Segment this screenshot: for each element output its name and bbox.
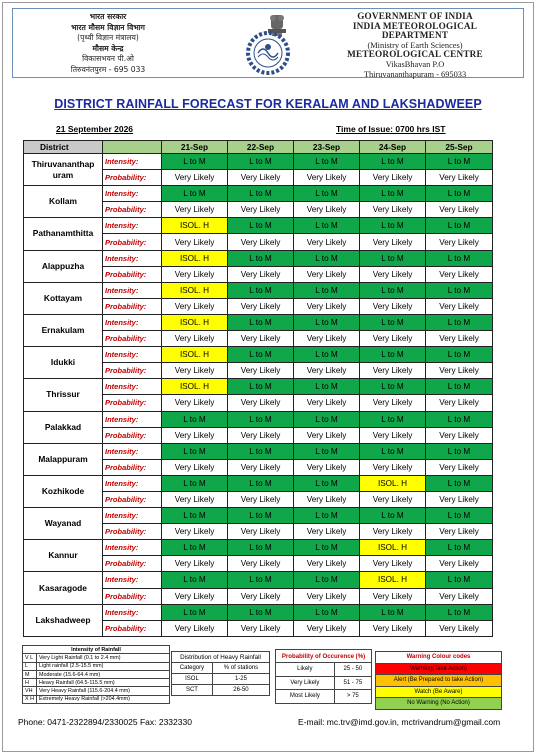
intensity-desc: Heavy Rainfall (64.5-115.5 mm) xyxy=(37,679,170,687)
probability-cell: Very Likely xyxy=(162,266,228,282)
column-header-blank xyxy=(103,141,162,154)
intensity-code: V L xyxy=(23,654,37,662)
probability-legend-row xyxy=(276,663,372,677)
probability-cell: Very Likely xyxy=(426,491,493,507)
probability-legend-row xyxy=(276,676,372,690)
intensity-cell: L to M xyxy=(360,347,426,363)
probability-cell: Very Likely xyxy=(162,491,228,507)
probability-cell: Very Likely xyxy=(294,266,360,282)
probability-label: Probability: xyxy=(103,459,162,475)
probability-label: Probability: xyxy=(103,266,162,282)
probability-cell: Very Likely xyxy=(162,202,228,218)
intensity-label: Intensity: xyxy=(103,572,162,588)
probability-cell: Very Likely xyxy=(426,459,493,475)
probability-label: Probability: xyxy=(103,427,162,443)
english-line: (Ministry of Earth Sciences) xyxy=(367,40,463,50)
intensity-cell: L to M xyxy=(228,411,294,427)
probability-cell: Very Likely xyxy=(426,298,493,314)
table-row xyxy=(24,347,493,363)
probability-cell: Very Likely xyxy=(360,588,426,604)
intensity-label: Intensity: xyxy=(103,186,162,202)
probability-cell: Very Likely xyxy=(360,395,426,411)
intensity-cell: L to M xyxy=(360,379,426,395)
probability-cell: Very Likely xyxy=(294,395,360,411)
intensity-cell: ISOL. H xyxy=(162,379,228,395)
probability-label: Probability: xyxy=(103,588,162,604)
intensity-cell: L to M xyxy=(360,508,426,524)
intensity-cell: ISOL. H xyxy=(162,250,228,266)
probability-cell: Very Likely xyxy=(228,170,294,186)
intensity-label: Intensity: xyxy=(103,411,162,427)
probability-legend-label: Most Likely xyxy=(276,690,335,704)
probability-cell: Very Likely xyxy=(228,266,294,282)
intensity-cell: L to M xyxy=(162,604,228,620)
letterhead-english xyxy=(315,12,515,79)
intensity-cell: L to M xyxy=(294,572,360,588)
probability-cell: Very Likely xyxy=(228,395,294,411)
intensity-cell: L to M xyxy=(426,379,493,395)
intensity-cell: L to M xyxy=(426,218,493,234)
probability-cell: Very Likely xyxy=(360,620,426,636)
intensity-legend-title: Intensity of Rainfall xyxy=(23,646,170,654)
column-header-day: 25-Sep xyxy=(426,141,493,154)
intensity-legend-row xyxy=(23,679,170,687)
probability-cell: Very Likely xyxy=(162,524,228,540)
district-name: Lakshadweep xyxy=(24,604,103,636)
intensity-label: Intensity: xyxy=(103,508,162,524)
intensity-cell: L to M xyxy=(426,475,493,491)
distribution-legend-row xyxy=(172,674,270,685)
intensity-cell: L to M xyxy=(426,508,493,524)
probability-label: Probability: xyxy=(103,491,162,507)
intensity-cell: L to M xyxy=(294,411,360,427)
district-name: Kasaragode xyxy=(24,572,103,604)
probability-cell: Very Likely xyxy=(294,298,360,314)
intensity-cell: L to M xyxy=(426,250,493,266)
warning-legend-row xyxy=(376,698,502,710)
probability-label: Probability: xyxy=(103,234,162,250)
probability-cell: Very Likely xyxy=(426,234,493,250)
intensity-desc: Moderate (15.6-64.4 mm) xyxy=(37,670,170,678)
warning-legend-row xyxy=(376,675,502,687)
intensity-label: Intensity: xyxy=(103,443,162,459)
table-row xyxy=(24,508,493,524)
page-title: DISTRICT RAINFALL FORECAST FOR KERALAM AND LAKSHADWEEP xyxy=(54,97,482,111)
intensity-cell: L to M xyxy=(426,443,493,459)
table-row xyxy=(24,540,493,556)
probability-cell: Very Likely xyxy=(162,588,228,604)
probability-cell: Very Likely xyxy=(360,556,426,572)
probability-cell: Very Likely xyxy=(228,202,294,218)
intensity-desc: Very Heavy Rainfall (115.6-204.4 mm) xyxy=(37,687,170,695)
intensity-cell: L to M xyxy=(162,540,228,556)
table-row xyxy=(24,379,493,395)
probability-cell: Very Likely xyxy=(294,491,360,507)
intensity-cell: L to M xyxy=(162,411,228,427)
intensity-legend-row xyxy=(23,670,170,678)
intensity-cell: L to M xyxy=(426,604,493,620)
intensity-cell: L to M xyxy=(294,314,360,330)
intensity-cell: L to M xyxy=(294,604,360,620)
district-name: Thrissur xyxy=(24,379,103,411)
probability-cell: Very Likely xyxy=(162,331,228,347)
probability-cell: Very Likely xyxy=(228,556,294,572)
probability-cell: Very Likely xyxy=(360,491,426,507)
district-name: Thiruvananthap uram xyxy=(24,154,103,186)
intensity-cell: L to M xyxy=(294,475,360,491)
probability-cell: Very Likely xyxy=(162,298,228,314)
intensity-cell: ISOL. H xyxy=(162,218,228,234)
district-name: Ernakulam xyxy=(24,314,103,346)
probability-cell: Very Likely xyxy=(162,395,228,411)
table-row xyxy=(24,314,493,330)
probability-legend-range: > 75 xyxy=(334,690,371,704)
probability-label: Probability: xyxy=(103,331,162,347)
intensity-cell: L to M xyxy=(426,540,493,556)
table-row xyxy=(24,443,493,459)
probability-cell: Very Likely xyxy=(294,234,360,250)
intensity-cell: L to M xyxy=(294,379,360,395)
probability-cell: Very Likely xyxy=(228,298,294,314)
probability-legend xyxy=(275,649,372,704)
intensity-legend-row xyxy=(23,654,170,662)
intensity-cell: L to M xyxy=(294,186,360,202)
distribution-category: ISOL xyxy=(172,674,213,685)
probability-cell: Very Likely xyxy=(426,202,493,218)
intensity-cell: L to M xyxy=(360,250,426,266)
probability-cell: Very Likely xyxy=(162,234,228,250)
district-name: Pathanamthitta xyxy=(24,218,103,250)
probability-cell: Very Likely xyxy=(426,363,493,379)
intensity-cell: L to M xyxy=(426,572,493,588)
probability-cell: Very Likely xyxy=(360,363,426,379)
probability-cell: Very Likely xyxy=(162,170,228,186)
probability-cell: Very Likely xyxy=(294,524,360,540)
table-header-row xyxy=(24,141,493,154)
intensity-cell: L to M xyxy=(426,154,493,170)
intensity-cell: L to M xyxy=(294,443,360,459)
english-line: METEOROLOGICAL CENTRE xyxy=(347,49,483,60)
probability-cell: Very Likely xyxy=(228,524,294,540)
intensity-cell: L to M xyxy=(294,508,360,524)
intensity-cell: L to M xyxy=(228,282,294,298)
probability-legend-title: Probability of Occurence (%) xyxy=(276,650,372,663)
intensity-desc: Very Light Rainfall (0.1 to 2.4 mm) xyxy=(37,654,170,662)
intensity-cell: L to M xyxy=(294,154,360,170)
hindi-line: (पृथ्वी विज्ञान मंत्रालय) xyxy=(77,33,139,42)
probability-cell: Very Likely xyxy=(360,202,426,218)
warning-legend-entry: Warning(Take Action) xyxy=(376,663,502,675)
intensity-cell: L to M xyxy=(228,443,294,459)
warning-legend xyxy=(375,651,502,710)
district-name: Idukki xyxy=(24,347,103,379)
intensity-cell: L to M xyxy=(228,475,294,491)
probability-cell: Very Likely xyxy=(162,620,228,636)
intensity-legend xyxy=(22,645,170,704)
intensity-cell: L to M xyxy=(228,154,294,170)
probability-label: Probability: xyxy=(103,620,162,636)
intensity-cell: ISOL. H xyxy=(162,347,228,363)
intensity-cell: L to M xyxy=(294,250,360,266)
probability-cell: Very Likely xyxy=(162,556,228,572)
probability-cell: Very Likely xyxy=(294,331,360,347)
forecast-table xyxy=(23,140,493,637)
probability-cell: Very Likely xyxy=(294,556,360,572)
intensity-code: M xyxy=(23,670,37,678)
hindi-line: भारत सरकार xyxy=(89,12,127,21)
intensity-label: Intensity: xyxy=(103,250,162,266)
district-name: Malappuram xyxy=(24,443,103,475)
intensity-label: Intensity: xyxy=(103,314,162,330)
forecast-table-body xyxy=(24,154,493,637)
intensity-cell: L to M xyxy=(360,604,426,620)
table-row xyxy=(24,186,493,202)
intensity-cell: L to M xyxy=(360,154,426,170)
intensity-cell: L to M xyxy=(228,540,294,556)
intensity-label: Intensity: xyxy=(103,282,162,298)
probability-cell: Very Likely xyxy=(360,427,426,443)
hindi-line: तिरुवनंतपुरम - 695 033 xyxy=(70,64,146,74)
intensity-label: Intensity: xyxy=(103,347,162,363)
distribution-pct: 1-25 xyxy=(212,674,269,685)
intensity-label: Intensity: xyxy=(103,604,162,620)
hindi-line: मौसम केन्द्र xyxy=(92,43,124,53)
hindi-line: विकासभवन पी.ओ xyxy=(82,54,134,63)
probability-label: Probability: xyxy=(103,170,162,186)
table-row xyxy=(24,282,493,298)
intensity-label: Intensity: xyxy=(103,540,162,556)
probability-legend-label: Very Likely xyxy=(276,676,335,690)
intensity-cell: L to M xyxy=(228,508,294,524)
intensity-label: Intensity: xyxy=(103,218,162,234)
intensity-cell: L to M xyxy=(162,572,228,588)
probability-cell: Very Likely xyxy=(360,459,426,475)
probability-cell: Very Likely xyxy=(360,170,426,186)
intensity-cell: L to M xyxy=(426,314,493,330)
district-name: Wayanad xyxy=(24,508,103,540)
district-name: Kozhikode xyxy=(24,475,103,507)
intensity-cell: ISOL. H xyxy=(360,475,426,491)
distribution-legend-row xyxy=(172,685,270,696)
intensity-label: Intensity: xyxy=(103,154,162,170)
intensity-cell: L to M xyxy=(426,347,493,363)
table-row xyxy=(24,250,493,266)
distribution-legend xyxy=(171,651,270,696)
intensity-cell: L to M xyxy=(162,443,228,459)
warning-legend-row xyxy=(376,663,502,675)
probability-cell: Very Likely xyxy=(294,588,360,604)
probability-cell: Very Likely xyxy=(162,427,228,443)
intensity-cell: ISOL. H xyxy=(162,314,228,330)
probability-cell: Very Likely xyxy=(426,556,493,572)
footer-email: E-mail: mc.trv@imd.gov.in, mctrivandrum@gmail.com xyxy=(298,717,501,727)
intensity-desc: Light rainfall (2.5-15.5 mm) xyxy=(37,662,170,670)
intensity-cell: L to M xyxy=(360,314,426,330)
probability-label: Probability: xyxy=(103,395,162,411)
probability-cell: Very Likely xyxy=(360,266,426,282)
probability-cell: Very Likely xyxy=(228,588,294,604)
probability-cell: Very Likely xyxy=(228,427,294,443)
warning-legend-row xyxy=(376,686,502,698)
intensity-desc: Extremely Heavy Rainfall (>204.4mm) xyxy=(37,695,170,703)
probability-cell: Very Likely xyxy=(426,620,493,636)
probability-cell: Very Likely xyxy=(426,170,493,186)
table-row xyxy=(24,475,493,491)
probability-cell: Very Likely xyxy=(360,524,426,540)
intensity-cell: L to M xyxy=(426,282,493,298)
intensity-code: L xyxy=(23,662,37,670)
intensity-cell: L to M xyxy=(162,154,228,170)
intensity-cell: L to M xyxy=(426,186,493,202)
imd-logo-icon xyxy=(234,27,302,77)
english-line: VikasBhavan P.O xyxy=(385,59,445,69)
probability-label: Probability: xyxy=(103,524,162,540)
probability-label: Probability: xyxy=(103,556,162,572)
english-line: INDIA METEOROLOGICAL xyxy=(352,20,478,31)
distribution-pct: 26-50 xyxy=(212,685,269,696)
intensity-label: Intensity: xyxy=(103,379,162,395)
letterhead xyxy=(12,8,524,78)
english-line: Thiruvananthapuram - 695033 xyxy=(363,69,467,79)
probability-cell: Very Likely xyxy=(228,491,294,507)
intensity-label: Intensity: xyxy=(103,475,162,491)
distribution-category: SCT xyxy=(172,685,213,696)
probability-cell: Very Likely xyxy=(426,266,493,282)
warning-legend-title: Warning Colour codes xyxy=(376,652,502,664)
intensity-cell: L to M xyxy=(360,218,426,234)
probability-cell: Very Likely xyxy=(228,331,294,347)
english-line: GOVERNMENT OF INDIA xyxy=(357,11,473,21)
probability-cell: Very Likely xyxy=(426,524,493,540)
district-name: Kannur xyxy=(24,540,103,572)
table-row xyxy=(24,218,493,234)
probability-cell: Very Likely xyxy=(294,620,360,636)
probability-cell: Very Likely xyxy=(360,234,426,250)
intensity-cell: L to M xyxy=(426,411,493,427)
intensity-cell: L to M xyxy=(228,572,294,588)
probability-legend-label: Likely xyxy=(276,663,335,677)
letterhead-hindi xyxy=(23,12,193,75)
intensity-cell: L to M xyxy=(228,347,294,363)
intensity-cell: L to M xyxy=(228,604,294,620)
intensity-cell: L to M xyxy=(294,218,360,234)
probability-cell: Very Likely xyxy=(162,459,228,475)
probability-label: Probability: xyxy=(103,202,162,218)
district-name: Kottayam xyxy=(24,282,103,314)
intensity-cell: L to M xyxy=(360,443,426,459)
probability-cell: Very Likely xyxy=(162,363,228,379)
probability-legend-range: 51 - 75 xyxy=(334,676,371,690)
probability-cell: Very Likely xyxy=(228,234,294,250)
intensity-cell: L to M xyxy=(294,347,360,363)
probability-cell: Very Likely xyxy=(360,331,426,347)
intensity-cell: L to M xyxy=(162,508,228,524)
probability-cell: Very Likely xyxy=(426,588,493,604)
intensity-cell: L to M xyxy=(228,186,294,202)
table-row xyxy=(24,154,493,170)
warning-legend-entry: Alert (Be Prepared to take Action) xyxy=(376,675,502,687)
distribution-legend-title: Distribution of Heavy Rainfall xyxy=(172,652,270,663)
column-header-day: 23-Sep xyxy=(294,141,360,154)
intensity-code: VH xyxy=(23,687,37,695)
probability-cell: Very Likely xyxy=(426,395,493,411)
probability-legend-range: 25 - 50 xyxy=(334,663,371,677)
intensity-cell: L to M xyxy=(294,282,360,298)
issue-time: Time of Issue: 0700 hrs IST xyxy=(336,124,446,134)
probability-cell: Very Likely xyxy=(294,363,360,379)
table-row xyxy=(24,572,493,588)
intensity-cell: L to M xyxy=(360,411,426,427)
intensity-code: X H xyxy=(23,695,37,703)
intensity-cell: ISOL. H xyxy=(360,540,426,556)
probability-label: Probability: xyxy=(103,298,162,314)
probability-cell: Very Likely xyxy=(426,331,493,347)
probability-cell: Very Likely xyxy=(294,170,360,186)
probability-cell: Very Likely xyxy=(228,620,294,636)
intensity-legend-row xyxy=(23,687,170,695)
intensity-cell: ISOL. H xyxy=(360,572,426,588)
intensity-cell: L to M xyxy=(360,282,426,298)
probability-label: Probability: xyxy=(103,363,162,379)
intensity-legend-row xyxy=(23,695,170,703)
column-header-district: District xyxy=(24,141,103,154)
column-header-day: 24-Sep xyxy=(360,141,426,154)
table-row xyxy=(24,411,493,427)
column-header-day: 22-Sep xyxy=(228,141,294,154)
district-name: Palakkad xyxy=(24,411,103,443)
probability-cell: Very Likely xyxy=(294,202,360,218)
distribution-col-pct: % of stations xyxy=(212,663,269,674)
intensity-cell: L to M xyxy=(228,250,294,266)
intensity-cell: L to M xyxy=(228,379,294,395)
hindi-line: भारत मौसम विज्ञान विभाग xyxy=(71,22,145,32)
forecast-date: 21 September 2026 xyxy=(56,124,134,134)
warning-legend-entry: No Warning (No Action) xyxy=(376,698,502,710)
warning-legend-entry: Watch (Be Aware) xyxy=(376,686,502,698)
probability-cell: Very Likely xyxy=(228,363,294,379)
intensity-cell: ISOL. H xyxy=(162,282,228,298)
footer-phone: Phone: 0471-2322894/2330025 Fax: 2332330 xyxy=(18,717,192,727)
intensity-code: H xyxy=(23,679,37,687)
probability-cell: Very Likely xyxy=(228,459,294,475)
probability-cell: Very Likely xyxy=(360,298,426,314)
probability-cell: Very Likely xyxy=(426,427,493,443)
column-header-day: 21-Sep xyxy=(162,141,228,154)
probability-cell: Very Likely xyxy=(294,459,360,475)
probability-cell: Very Likely xyxy=(294,427,360,443)
intensity-cell: L to M xyxy=(228,314,294,330)
distribution-col-category: Category xyxy=(172,663,213,674)
intensity-legend-row xyxy=(23,662,170,670)
intensity-cell: L to M xyxy=(294,540,360,556)
table-row xyxy=(24,604,493,620)
intensity-cell: L to M xyxy=(162,186,228,202)
district-name: Kollam xyxy=(24,186,103,218)
english-line: DEPARTMENT xyxy=(381,30,449,41)
probability-legend-row xyxy=(276,690,372,704)
intensity-cell: L to M xyxy=(162,475,228,491)
intensity-cell: L to M xyxy=(228,218,294,234)
district-name: Alappuzha xyxy=(24,250,103,282)
intensity-cell: L to M xyxy=(360,186,426,202)
